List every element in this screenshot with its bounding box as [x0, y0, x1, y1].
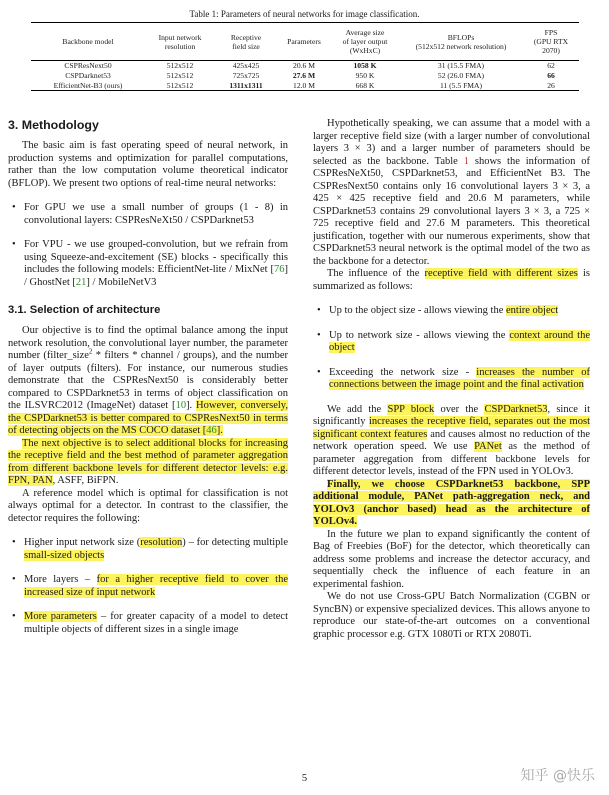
- paragraph: [313, 268, 590, 293]
- highlighted-text: PANet: [474, 441, 502, 452]
- highlighted-text: The next objective is to select additional blocks for increasing the receptive field and the best method of parameter aggregation from different backbone levels for different detector levels: e.g. FPN, PAN: [8, 437, 288, 486]
- page-number: 5: [301, 773, 308, 784]
- citation-link[interactable]: 21: [75, 276, 87, 288]
- table-cell: 62: [547, 61, 555, 71]
- paragraph: [313, 118, 590, 268]
- header-line: resolution: [164, 41, 196, 51]
- table-reference-link[interactable]: 1: [463, 155, 469, 167]
- bullet-item: [8, 239, 288, 289]
- bullet-item: [313, 330, 590, 355]
- highlighted-text: More parameters: [24, 611, 97, 622]
- header-line: Backbone model: [62, 37, 114, 46]
- paragraph: In the future we plan to expand significantly the content of Bag of Freebies (BoF) for the detector, which theoretically can address some problems and increase the detector accuracy, and sequentially check the influence of each feature in an experimental fashion.: [313, 528, 590, 590]
- paragraph: [313, 479, 590, 529]
- text: For VPU - we use grouped-convolution, but we refrain from using Squeeze-and-excitement (SE) blocks - specifically this includes the following models: EfficientNet-lite / MixNet [: [24, 239, 288, 275]
- paragraph: [8, 438, 288, 488]
- table-cell: 1311x1311: [229, 80, 263, 90]
- paragraph: A reference model which is optimal for classification is not always optimal for a detector. In contrast to the classifier, the detector requires the following:: [8, 487, 288, 524]
- highlighted-text: small-sized objects: [24, 549, 105, 561]
- text: as the method of parameter aggregation from different backbone levels for different detector levels, instead of the FPN used in YOLOv3.: [313, 441, 590, 477]
- table-cell: CSPDarknet53: [65, 71, 111, 80]
- table-cell: 725x725: [232, 71, 260, 80]
- citation-link[interactable]: 10: [175, 400, 187, 411]
- header-line: (GPU RTX 2070): [533, 37, 569, 55]
- table-row: [31, 71, 579, 81]
- text: , ASFF, BiFPN.: [52, 475, 119, 486]
- left-column: [8, 118, 288, 636]
- right-column: [313, 118, 590, 641]
- citation-link[interactable]: 46: [206, 425, 217, 436]
- header-bflops: [399, 23, 523, 61]
- citation-link[interactable]: 76: [274, 264, 285, 275]
- text: Exceeding the network size -: [329, 366, 477, 378]
- text: Our objective is to find the optimal balance among the input network resolution, the convolutional layer number, the parameter number (filter_size: [8, 325, 288, 361]
- header-line: FPS: [544, 28, 558, 37]
- text: ] / MobileNetV3: [86, 276, 157, 288]
- header-line: Input network: [158, 32, 202, 42]
- bullet-list: [8, 537, 288, 636]
- bullet-item: [8, 537, 288, 562]
- header-line: Parameters: [287, 37, 321, 46]
- table-cell: EfficientNet-B3 (ours): [53, 80, 123, 90]
- header-backbone-model: [31, 23, 145, 61]
- header-line: (512x512 network resolution): [415, 41, 507, 51]
- table-row: [31, 81, 579, 91]
- table-cell: 26: [547, 80, 555, 90]
- paragraph: The basic aim is fast operating speed of neural network, in production systems and optimization for parallel computations, rather than the low computation volume theoretical indicator (BFLOP). We present two options of real-time neural networks:: [8, 140, 288, 189]
- highlighted-text: ].: [216, 425, 223, 436]
- highlighted-text: context around the object: [329, 329, 591, 353]
- table-cell: 668 K: [355, 80, 375, 90]
- table-cell: CSPResNext50: [64, 61, 112, 71]
- text: Up to network size - allows viewing the: [329, 329, 510, 341]
- text: is summarized as follows:: [313, 268, 590, 292]
- bullet-item: [313, 305, 590, 318]
- table-cell: 1058 K: [353, 61, 377, 71]
- highlighted-text: increases the number of connections between the image point and the final activation: [329, 366, 590, 390]
- table-cell: 66: [547, 71, 555, 80]
- text: over the: [434, 403, 485, 415]
- superscript: 2: [88, 347, 93, 356]
- highlighted-text: resolution: [140, 537, 183, 548]
- text: The influence of the: [327, 268, 425, 279]
- bullet-item: [8, 611, 288, 636]
- highlighted-text: increases the receptive field, separates out the most significant context features: [313, 416, 590, 440]
- text: Up to the object size - allows viewing the: [329, 305, 506, 316]
- header-line: (WxHxC): [349, 46, 381, 55]
- header-line: BFLOPs: [447, 32, 475, 42]
- text: ].: [186, 400, 197, 411]
- bullet-list: [8, 202, 288, 289]
- text: shows the information of CSPResNeXt50, CSPDarknet53, and EfficientNet B3. The CSPResNext50 contains only 16 convolutional layers 3 × 3, a 425 × 425 receptive field and 20.6 M parameters, while CSPDarknet53 contains 29 convolutional layers 3 × 3, a 725 × 725 receptive field and 27.6 M parameters. This theoretical justification, together with our numerous experiments, show that CSPDarknet53 neural network is the optimal model of the two as the backbone for a detector.: [313, 155, 590, 267]
- paragraph: [313, 404, 590, 479]
- header-line: of layer output: [342, 37, 388, 46]
- table-row: [31, 61, 579, 71]
- table-cell: 425x425: [232, 61, 260, 71]
- bullet-item: [8, 574, 288, 599]
- text: We add the: [327, 403, 388, 415]
- highlighted-text: CSPDarknet53: [484, 403, 548, 415]
- table-caption: Table 1: Parameters of neural networks for image classification.: [189, 9, 420, 19]
- subsection-title: 3.1. Selection of architecture: [8, 304, 161, 316]
- bullet-item: [313, 367, 590, 392]
- table-cell: 31 (15.5 FMA): [437, 61, 485, 71]
- text: ) – for detecting multiple: [182, 537, 288, 548]
- table-cell: 512x512: [166, 80, 194, 90]
- table-cell: 27.6 M: [292, 71, 316, 80]
- header-line: Average size: [345, 28, 385, 37]
- table-cell: 20.6 M: [293, 61, 315, 71]
- text: ] / GhostNet [: [24, 264, 288, 288]
- table-cell: 950 K: [355, 71, 375, 80]
- table-cell: 512x512: [166, 61, 194, 71]
- header-input-resolution: [145, 23, 215, 61]
- section-title: 3. Methodology: [8, 118, 99, 132]
- text: , since it significantly: [313, 403, 590, 427]
- watermark: 知乎 @快乐: [520, 768, 595, 784]
- header-receptive-field: [215, 23, 277, 61]
- highlighted-text: receptive field with different sizes: [424, 268, 578, 279]
- paragraph: [8, 325, 288, 438]
- header-line: field size: [232, 41, 260, 51]
- highlighted-text: entire object: [506, 305, 559, 316]
- table-header-row: [31, 23, 579, 61]
- header-fps: [523, 23, 579, 61]
- paragraph: We do not use Cross-GPU Batch Normalization (CGBN or SyncBN) or expensive specialized devices. This allows anyone to reproduce our state-of-the-art outcomes on a conventional graphic processor e.g. GTX 1080Ti or RTX 2080Ti.: [313, 591, 590, 640]
- bullet-item: • For GPU we use a small number of groups (1 - 8) in convolutional layers: CSPResNeXt50 / CSPDarknet53: [8, 202, 288, 227]
- header-parameters: [277, 23, 331, 61]
- text: * filters * channel / groups), and the number of layer outputs (filters). For instance, our numerous studies demonstrate that the CSPResNext50 is considerably better compared to CSPDarknet53 in terms of object classification on the ILSVRC2012 (ImageNet) dataset [: [8, 350, 288, 411]
- highlighted-text: for a higher receptive field to cover the increased size of input network: [24, 574, 288, 598]
- text: – for greater capacity of a model to detect multiple objects of different sizes in a single image: [24, 611, 288, 635]
- table-cell: 52 (26.0 FMA): [437, 71, 485, 80]
- table-cell: 12.0 M: [293, 80, 315, 90]
- text: More layers –: [24, 574, 97, 585]
- highlighted-text: Finally, we choose CSPDarknet53 backbone, SPP additional module, PANet path-aggregation neck, and YOLOv3 (anchor based) head as the architecture of YOLOv4.: [313, 478, 590, 527]
- table-cell: 11 (5.5 FMA): [439, 80, 483, 90]
- text: and causes almost no reduction of the network operation speed. We use: [313, 428, 590, 452]
- text: Hypothetically speaking, we can assume that a model with a larger receptive field size (with a larger number of convolutional layers 3 × 3) and a larger number of parameters should be selected as the backbone. Table: [313, 118, 590, 167]
- bullet-list: [313, 305, 590, 392]
- text: Higher input network size (: [24, 537, 141, 548]
- parameters-table: [31, 22, 579, 91]
- table-cell: 512x512: [166, 71, 194, 80]
- header-layer-output: [331, 23, 399, 61]
- highlighted-text: SPP block: [387, 403, 435, 415]
- highlighted-text: However, conversely, the CSPDarknet53 is better compared to CSPResNext50 in terms of detecting objects on the MS COCO dataset [: [8, 400, 288, 436]
- header-line: Receptive: [230, 32, 262, 42]
